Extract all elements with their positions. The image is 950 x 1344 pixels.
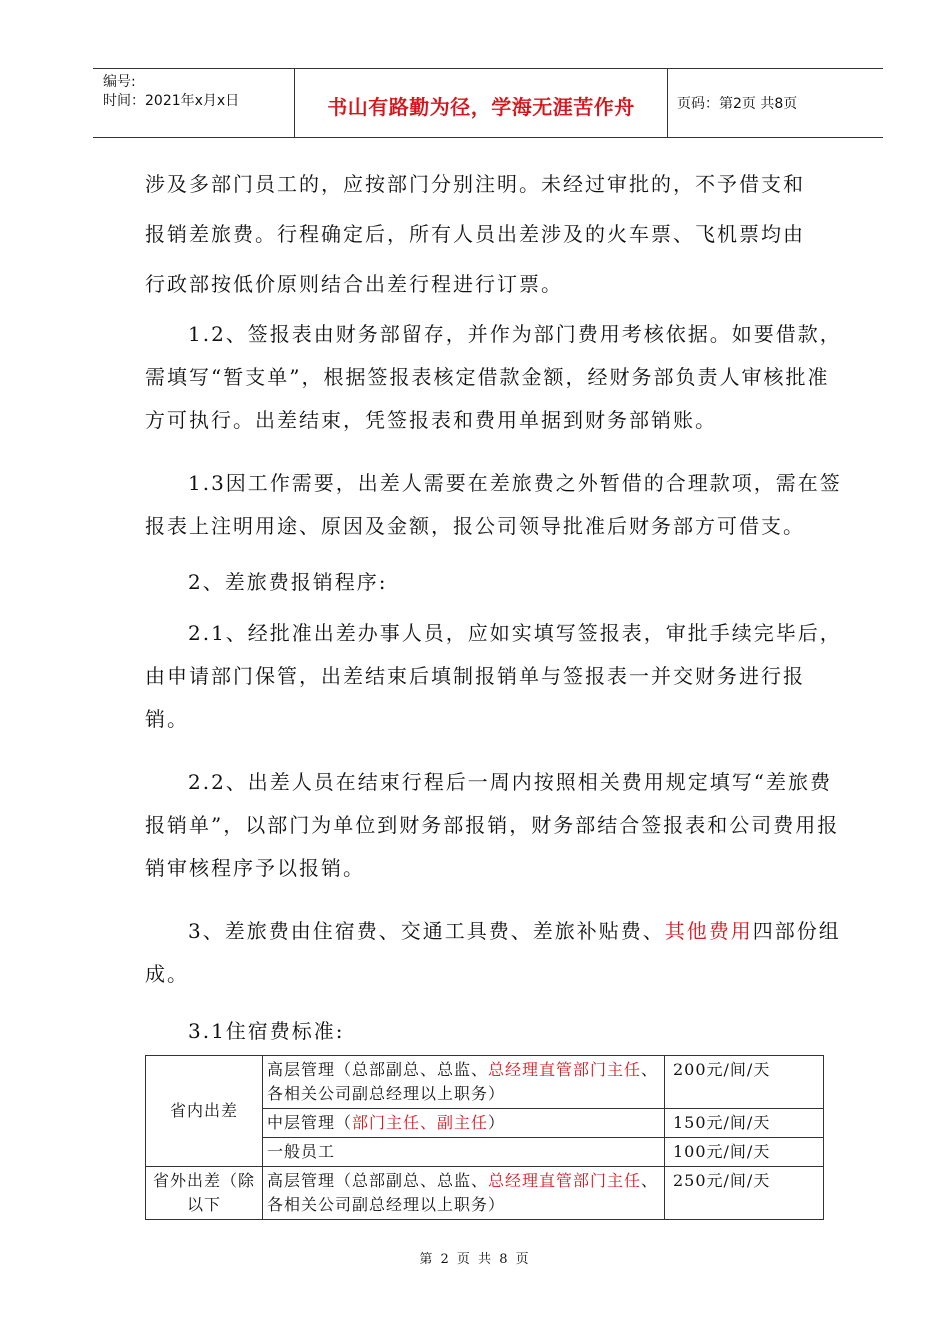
- paragraph-1-2: 1.2、签报表由财务部留存，并作为部门费用考核依据。如要借款，需填写“暂支单”，根据签报表核定借款金额，经财务部负责人审核批准方可执行。出差结束，凭签报表和费用单据到财务部销账。: [145, 322, 842, 432]
- time-label: 时间：2021年x月x日: [103, 93, 240, 109]
- text-span: 、各相关公司副总经理以上职务）: [267, 1060, 659, 1103]
- position-cell: [263, 1167, 665, 1220]
- text-span: ）: [488, 1113, 506, 1132]
- text-span: 高层管理（总部副总、总监、: [267, 1171, 489, 1190]
- amount-cell: 200元/间/天: [665, 1056, 824, 1109]
- category-in-province: 省内出差: [146, 1056, 263, 1167]
- header-divider: [667, 69, 668, 137]
- text-span: 四部份组成。: [145, 919, 841, 986]
- text-span: 3、差旅费由住宿费、交通工具费、差旅补贴费、: [188, 919, 665, 943]
- paragraph-1-3: 1.3因工作需要，出差人需要在差旅费之外暂借的合理款项，需在签报表上注明用途、原因及金额，报公司领导批准后财务部方可借支。: [145, 471, 842, 538]
- header-meta: [103, 73, 239, 111]
- text-line: 涉及多部门员工的，应按部门分别注明。未经过审批的，不予借支和: [145, 172, 805, 196]
- position-cell: [263, 1056, 665, 1109]
- amount-cell: 100元/间/天: [665, 1138, 824, 1167]
- position-cell: [263, 1109, 665, 1138]
- header-motto: 书山有路勤为径，学海无涯苦作舟: [327, 95, 635, 119]
- category-out-province: 省外出差（除以下: [146, 1167, 263, 1220]
- highlight-other-fees: 其他费用: [664, 919, 753, 943]
- amount-cell: 250元/间/天: [665, 1167, 824, 1220]
- text-span: 、各相关公司副总经理以上职务）: [267, 1171, 659, 1214]
- highlight-text: 部门主任、副主任: [352, 1113, 489, 1132]
- text-line: 报销差旅费。行程确定后，所有人员出差涉及的火车票、飞机票均由: [145, 222, 805, 246]
- table-row: [146, 1167, 824, 1220]
- text-line: 行政部按低价原则结合出差行程进行订票。: [145, 272, 563, 296]
- text-span: 中层管理（: [267, 1113, 353, 1132]
- page-header: [93, 68, 883, 138]
- position-cell: 一般员工: [263, 1138, 665, 1167]
- text-span: 高层管理（总部副总、总监、: [267, 1060, 489, 1079]
- table-row: [146, 1056, 824, 1109]
- amount-cell: 150元/间/天: [665, 1109, 824, 1138]
- highlight-text: 总经理直管部门主任: [488, 1171, 642, 1190]
- section-heading-3-1: 3.1住宿费标准:: [188, 1019, 345, 1043]
- page-footer: 第 2 页 共 8 页: [419, 1252, 531, 1267]
- paragraph-2-2: 2.2、出差人员在结束行程后一周内按照相关费用规定填写“差旅费报销单”，以部门为单位到财务部报销，财务部结合签报表和公司费用报销审核程序予以报销。: [145, 770, 840, 880]
- serial-label: 编号:: [103, 74, 136, 90]
- highlight-text: 总经理直管部门主任: [488, 1060, 642, 1079]
- paragraph-3: [145, 910, 845, 996]
- header-page-number: 页码：第2页 共8页: [677, 96, 798, 112]
- section-heading-2: 2、差旅费报销程序:: [188, 570, 388, 594]
- lodging-standard-table: [145, 1055, 824, 1220]
- paragraph-2-1: 2.1、经批准出差办事人员，应如实填写签报表，审批手续完毕后，由申请部门保管，出差结束后填制报销单与签报表一并交财务进行报销。: [145, 621, 842, 731]
